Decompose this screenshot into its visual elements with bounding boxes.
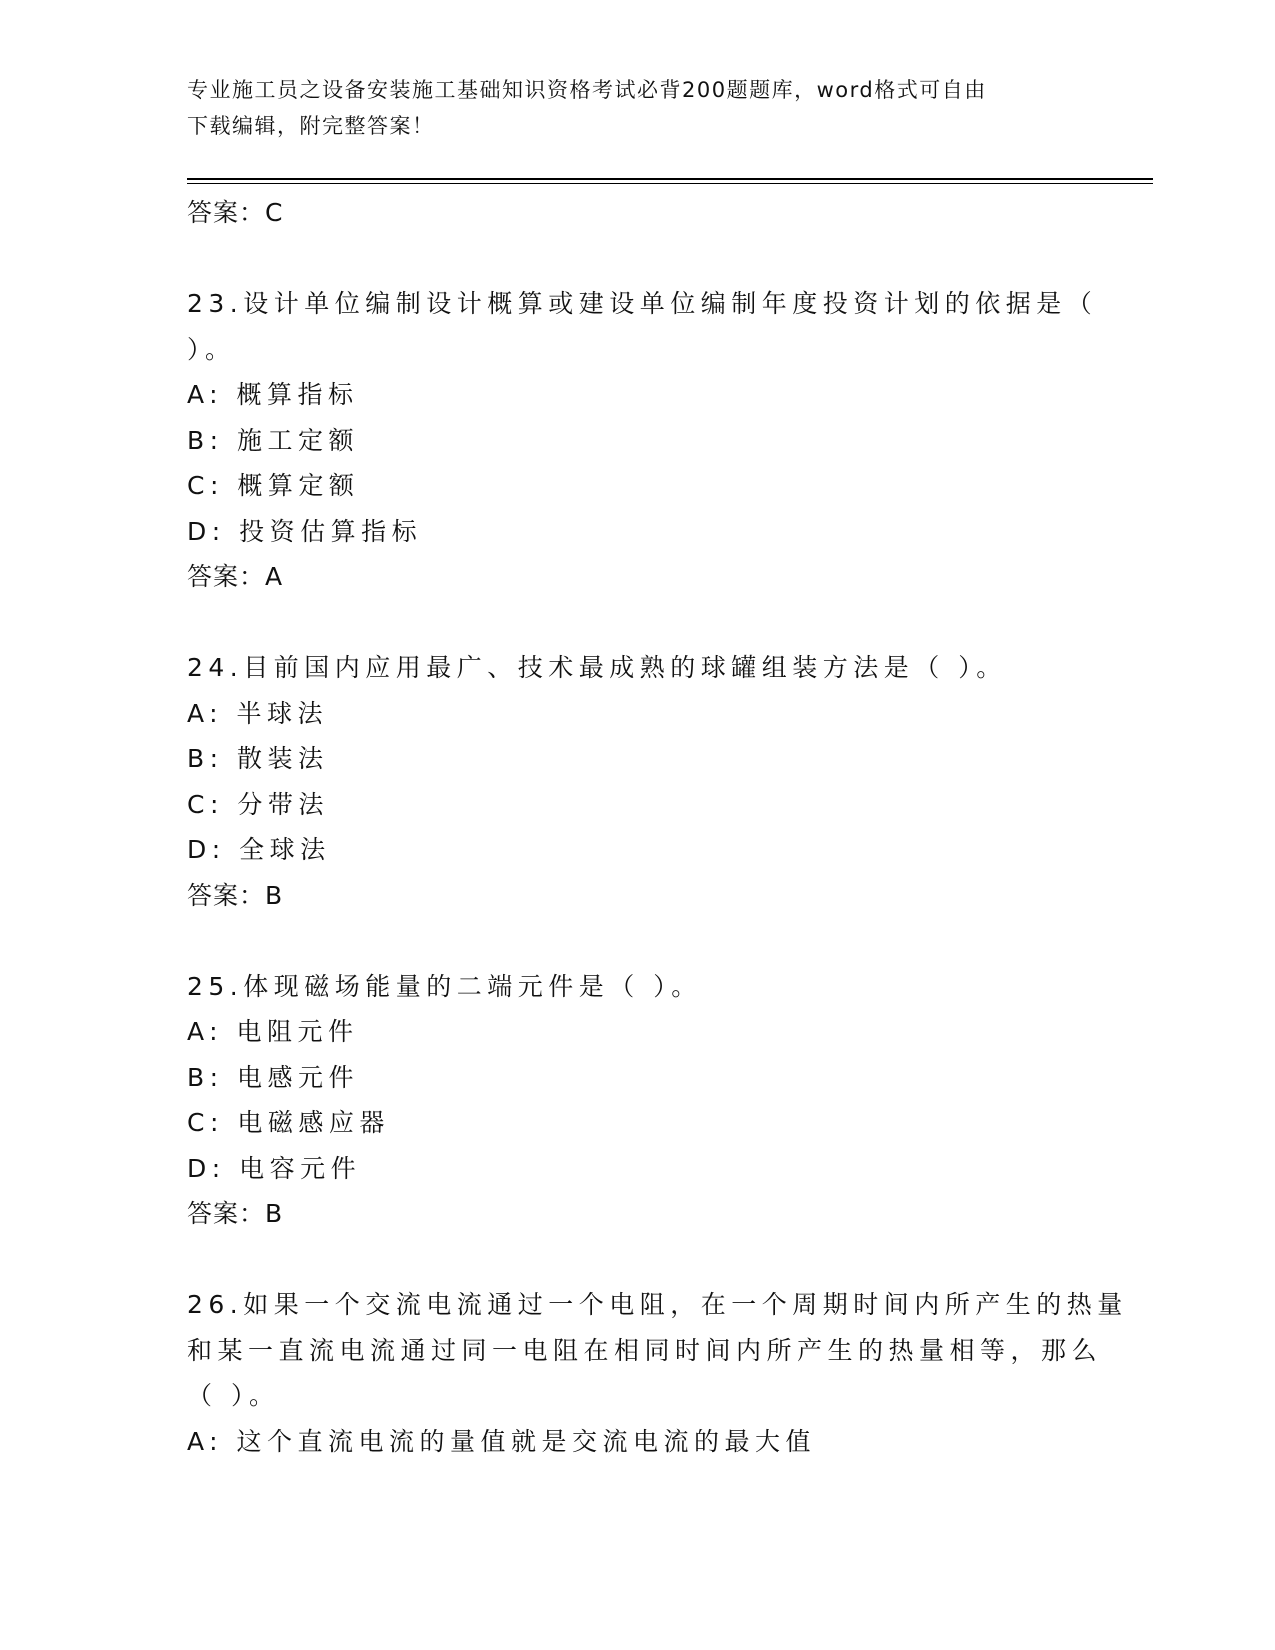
question-list bbox=[187, 190, 1128, 1464]
previous-answer: 答案：C bbox=[187, 198, 284, 227]
spacer bbox=[187, 600, 1087, 646]
option-a: A: 电阻元件 bbox=[187, 1017, 359, 1046]
question-text: 25.体现磁场能量的二端元件是（ ）。 bbox=[187, 971, 702, 1001]
option-b: B: 施工定额 bbox=[187, 425, 360, 455]
spacer bbox=[187, 1237, 1087, 1283]
header-line-2: 下载编辑，附完整答案！ bbox=[187, 114, 435, 138]
option-b: B: 散装法 bbox=[187, 744, 329, 773]
option-d: D: 全球法 bbox=[187, 835, 331, 864]
header-divider-thick bbox=[187, 178, 1153, 180]
option-d: D: 投资估算指标 bbox=[187, 516, 423, 546]
spacer bbox=[187, 918, 1087, 964]
option-a: A: 这个直流电流的量值就是交流电流的最大值 bbox=[187, 1426, 817, 1456]
document-header bbox=[187, 72, 1087, 144]
question-26 bbox=[187, 1282, 1128, 1464]
question-text: 24.目前国内应用最广、技术最成熟的球罐组装方法是（ ）。 bbox=[187, 653, 1007, 682]
option-d: D: 电容元件 bbox=[187, 1153, 362, 1183]
option-b: B: 电感元件 bbox=[187, 1062, 360, 1092]
header-divider-thin bbox=[187, 183, 1153, 184]
question-text: ）。 bbox=[187, 334, 236, 364]
option-c: C: 分带法 bbox=[187, 789, 329, 819]
answer: 答案：B bbox=[187, 880, 284, 910]
header-line-1: 专业施工员之设备安装施工基础知识资格考试必背200题题库，word格式可自由 bbox=[187, 78, 987, 102]
answer: 答案：A bbox=[187, 562, 284, 591]
spacer bbox=[187, 236, 1087, 282]
question-25 bbox=[187, 964, 1087, 1237]
option-c: C: 电磁感应器 bbox=[187, 1108, 390, 1137]
option-a: A: 概算指标 bbox=[187, 380, 359, 409]
question-23 bbox=[187, 281, 1098, 600]
question-text: 和某一直流电流通过同一电阻在相同时间内所产生的热量相等，那么 bbox=[187, 1335, 1103, 1365]
option-a: A: 半球法 bbox=[187, 698, 329, 728]
question-text: 23.设计单位编制设计概算或建设单位编制年度投资计划的依据是（ bbox=[187, 289, 1098, 318]
answer: 答案：B bbox=[187, 1199, 284, 1228]
question-24 bbox=[187, 645, 1087, 918]
question-text: （ ）。 bbox=[187, 1381, 280, 1410]
question-text: 26.如果一个交流电流通过一个电阻，在一个周期时间内所产生的热量 bbox=[187, 1290, 1128, 1319]
option-c: C: 概算定额 bbox=[187, 471, 360, 500]
